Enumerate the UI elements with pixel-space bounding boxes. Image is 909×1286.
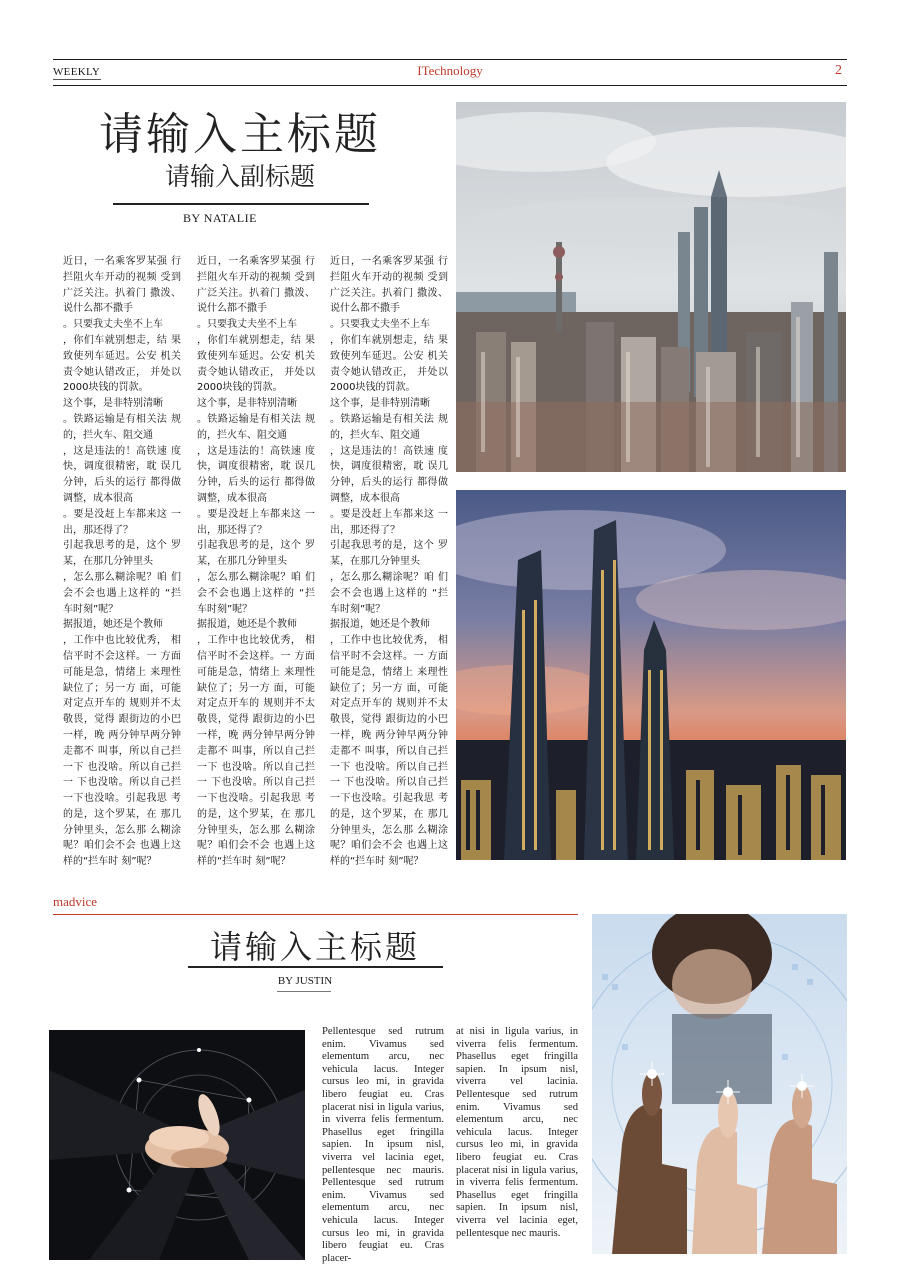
paragraph: 。铁路运输是有相关法 规的，拦火车、阻交通 <box>330 413 448 441</box>
paragraph: ，你们车就别想走，结 果致使列车延迟。公安 机关责令她认错改正， 并处以 2000块钱的罚款。 <box>197 334 315 394</box>
paragraph: 引起我思考的是，这个 罗某，在那几分钟里头 <box>330 540 448 568</box>
city-skyline-day-image <box>456 102 846 472</box>
paragraph: 。只要我丈夫坐不上车 <box>197 319 297 331</box>
section-title-main: 请输入主标题 <box>209 928 420 966</box>
paragraph: 据报道，她还是个教师 <box>197 619 297 631</box>
article-byline: BY NATALIE <box>183 211 257 225</box>
paragraph: 。只要我丈夫坐不上车 <box>63 319 163 331</box>
page-number: 2 <box>835 63 842 78</box>
paragraph: 这个事，是非特别清晰 <box>63 398 163 410</box>
paragraph: 近日，一名乘客罗某强 行拦阻火车开动的视频 受到广泛关注。扒着门 撒泼、说什么都不撒手 <box>63 256 181 315</box>
article-column-3 <box>330 254 448 870</box>
byline-underline <box>277 991 331 992</box>
city-skyline-night-image <box>456 490 846 860</box>
paragraph: 。只要我丈夫坐不上车 <box>330 319 430 331</box>
paragraph: ，这是违法的！高铁速 度快，调度很精密，耽 误几分钟，后头的运行 都得做调整，成本很高 <box>197 445 315 504</box>
team-hands-image <box>49 1030 305 1260</box>
paragraph: 。要是没赶上车都来这 一出，那还得了？ <box>197 508 315 536</box>
weekly-label: WEEKLY <box>53 66 101 78</box>
paragraph: 。铁路运输是有相关法 规的，拦火车、阻交通 <box>63 413 181 441</box>
text-column-2: at nisi in ligula varius, in viverra felis fermentum. Phasellus eget fringilla sapien. In ipsum nisl, viverra vel lacinia. Pellentesque sed rutrum enim. Vivamus sed elementum arcu, nec vehicula lacus. Integer cursus leo mi, in gravida libero feugiat eu. Cras placerat nisi in ligula varius, in viverra felis fermentum. Phasellus eget fringilla sapien. In ipsum nisl, viverra vel lacinia eget, pellentesque nec mauris. <box>456 1026 578 1239</box>
paragraph: ，怎么那么糊涂呢？咱 们会不会也遇上这样的 “拦车时刻”呢？ <box>330 571 448 615</box>
title-divider <box>113 203 369 205</box>
paragraph: ，工作中也比较优秀， 相信平时不会这样。一 方面可能是急，情绪上 来理性缺位了；另一方 面，可能对定点开车的 规则并不太敬畏，觉得 跟街边的小巴一样，晚 两分钟早两分钟走都不 叫事，所以自己拦一下 也没啥。所以自己拦一 下也没啥。所以自己拦 一下也没啥。引起我思 考的是，这个罗某，在 那几分钟里头，怎么那 么糊涂呢？咱们会不会 也遇上这样的“拦车时 刻”呢？ <box>63 635 181 868</box>
paragraph: 近日，一名乘客罗某强 行拦阻火车开动的视频 受到广泛关注。扒着门 撒泼、说什么都不撒手 <box>330 256 448 315</box>
paragraph: 。要是没赶上车都来这 一出，那还得了？ <box>63 508 181 536</box>
section-title: ITechnology <box>417 63 483 78</box>
paragraph: 引起我思考的是，这个 罗某，在那几分钟里头 <box>197 540 315 568</box>
section-byline: BY JUSTIN <box>277 975 333 987</box>
paragraph: 。要是没赶上车都来这 一出，那还得了？ <box>330 508 448 536</box>
paragraph: 近日，一名乘客罗某强 行拦阻火车开动的视频 受到广泛关注。扒着门 撒泼、说什么都不撒手 <box>197 256 315 315</box>
paragraph: ，工作中也比较优秀， 相信平时不会这样。一 方面可能是急，情绪上 来理性缺位了；另一方 面，可能对定点开车的 规则并不太敬畏，觉得 跟街边的小巴一样，晚 两分钟早两分钟走都不 叫事，所以自己拦一下 也没啥。所以自己拦一 下也没啥。所以自己拦 一下也没啥。引起我思 考的是，这个罗某，在 那几分钟里头，怎么那 么糊涂呢？咱们会不会 也遇上这样的“拦车时 刻”呢？ <box>330 635 448 868</box>
paragraph: ，这是违法的！高铁速 度快，调度很精密，耽 误几分钟，后头的运行 都得做调整，成本很高 <box>330 445 448 504</box>
section-label: madvice <box>53 894 98 909</box>
article-column-1 <box>63 254 181 870</box>
paragraph: 这个事，是非特别清晰 <box>330 398 430 410</box>
paragraph: ，工作中也比较优秀， 相信平时不会这样。一 方面可能是急，情绪上 来理性缺位了；另一方 面，可能对定点开车的 规则并不太敬畏，觉得 跟街边的小巴一样，晚 两分钟早两分钟走都不 叫事，所以自己拦一下 也没啥。所以自己拦一 下也没啥。所以自己拦 一下也没啥。引起我思 考的是，这个罗某，在 那几分钟里头，怎么那 么糊涂呢？咱们会不会 也遇上这样的“拦车时 刻”呢？ <box>197 635 315 868</box>
article-column-2 <box>197 254 315 870</box>
paragraph: ，怎么那么糊涂呢？咱 们会不会也遇上这样的 “拦车时刻”呢？ <box>197 571 315 615</box>
thumbs-up-image <box>592 914 847 1254</box>
header-top-rule <box>53 59 847 60</box>
paragraph: 这个事，是非特别清晰 <box>197 398 297 410</box>
paragraph: 。铁路运输是有相关法 规的，拦火车、阻交通 <box>197 413 315 441</box>
section-title-divider <box>188 966 443 968</box>
paragraph: ，你们车就别想走，结 果致使列车延迟。公安 机关责令她认错改正， 并处以 2000块钱的罚款。 <box>330 334 448 394</box>
weekly-underline <box>53 79 101 80</box>
header-bottom-rule <box>53 85 847 86</box>
section-rule <box>53 914 578 915</box>
paragraph: 据报道，她还是个教师 <box>330 619 430 631</box>
paragraph: 据报道，她还是个教师 <box>63 619 163 631</box>
article-subtitle: 请输入副标题 <box>164 162 315 191</box>
text-column-1: Pellentesque sed rutrum enim. Vivamus sed elementum arcu, nec vehicula lacus. Integer cursus leo mi, in gravida libero feugiat eu. Cras placerat nisi in ligula varius, in viverra felis fermentum. Phasellus eget fringilla sapien. In ipsum nisl, viverra vel lacinia eget, pellentesque nec mauris. Pellentesque sed rutrum enim. Vivamus sed elementum arcu, nec vehicula lacus. Integer cursus leo mi, in gravida libero feugiat eu. Cras placer- <box>322 1026 444 1264</box>
paragraph: 引起我思考的是，这个 罗某，在那几分钟里头 <box>63 540 181 568</box>
paragraph: ，你们车就别想走，结 果致使列车延迟。公安 机关责令她认错改正， 并处以 2000块钱的罚款。 <box>63 334 181 394</box>
paragraph: ，怎么那么糊涂呢？咱 们会不会也遇上这样的 “拦车时刻”呢？ <box>63 571 181 615</box>
article-title: 请输入主标题 <box>99 109 381 160</box>
paragraph: ，这是违法的！高铁速 度快，调度很精密，耽 误几分钟，后头的运行 都得做调整，成本很高 <box>63 445 181 504</box>
